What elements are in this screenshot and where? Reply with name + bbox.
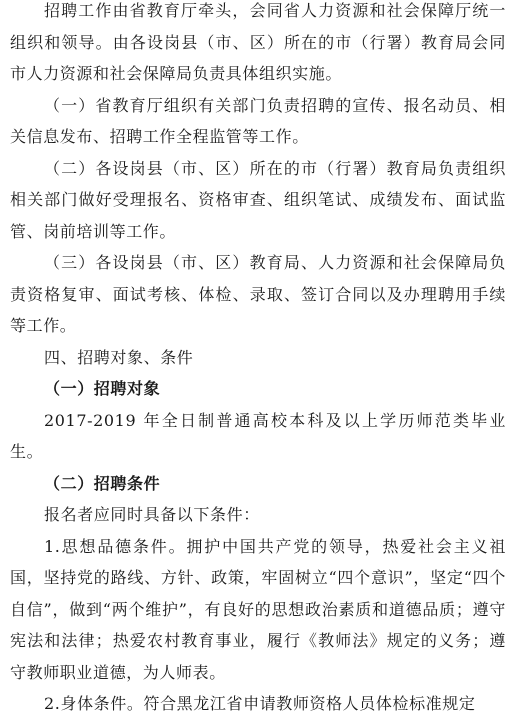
paragraph-organization: 招聘工作由省教育厅牵头，会同省人力资源和社会保障厅统一组织和领导。由各设岗县（市、区）所在的市（行署）教育局会同市人力资源和社会保障局负责具体组织实施。 [10, 1, 506, 83]
paragraph-condition-1: 1.思想品德条件。拥护中国共产党的领导，热爱社会主义祖国，坚持党的路线、方针、政策，牢固树立“四个意识”，坚定“四个自信”，做到“两个维护”，有良好的思想政治素质和道德品质；遵守宪法和法律；热爱农村教育事业，履行《教师法》规定的义务；遵守教师职业道德，为人师表。 [10, 536, 506, 682]
paragraph-duty-2: （二）各设岗县（市、区）所在的市（行署）教育局负责组织相关部门做好受理报名、资格审查、组织笔试、成绩发布、面试监管、岗前培训等工作。 [10, 158, 506, 241]
paragraph-conditions-intro: 报名者应同时具备以下条件： [44, 505, 260, 524]
subheading-recruitment-conditions: （二）招聘条件 [44, 473, 161, 493]
section-heading-4: 四、招聘对象、条件 [44, 347, 194, 367]
document-page [10, 0, 506, 713]
paragraph-condition-2: 2.身体条件。符合黑龙江省申请教师资格人员体检标准规定 [44, 694, 476, 713]
paragraph-target: 2017-2019 年全日制普通高校本科及以上学历师范类毕业生。 [10, 410, 506, 461]
subheading-recruitment-target: （一）招聘对象 [44, 379, 161, 398]
paragraph-duty-3: （三）各设岗县（市、区）教育局、人力资源和社会保障局负责资格复审、面试考核、体检、录取、签订合同以及办理聘用手续等工作。 [10, 253, 506, 335]
paragraph-duty-1: （一）省教育厅组织有关部门负责招聘的宣传、报名动员、相关信息发布、招聘工作全程监管等工作。 [10, 95, 506, 146]
